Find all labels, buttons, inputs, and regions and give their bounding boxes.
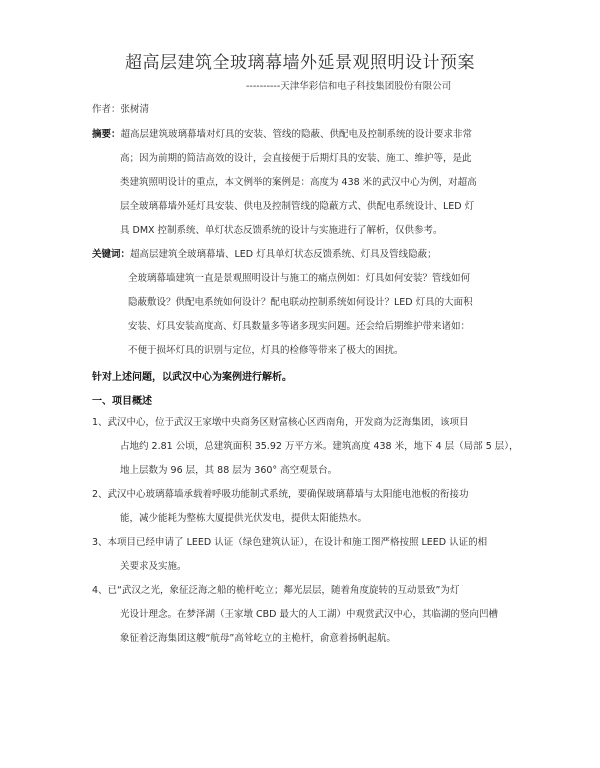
intro-line-2: 隐蔽敷设？供配电系统如何设计？配电联动控制系统如何设计？LED 灯具的大面积 [128, 297, 473, 308]
item-4-line-3: 象征着泛海集团这艘“航母”高耸屹立的主桅杆，俞意着扬帆起航。 [120, 633, 396, 644]
abstract-line-1 [92, 128, 472, 142]
abstract-text: 超高层建筑玻璃幕墙对灯具的安装、管线的隐蔽、供配电及控制系统的设计要求非常 [120, 129, 473, 140]
item-2-line-2: 能，减少能耗为整栋大厦提供光伏发电，提供太阳能热水。 [120, 513, 368, 524]
intro-line-4: 不便于损坏灯具的识别与定位，灯具的检修等带来了极大的困扰。 [128, 345, 404, 356]
abstract-label: 摘要： [92, 129, 121, 140]
abstract-line-2: 高；因为前期的简洁高效的设计，会直接便于后期灯具的安装、施工、维护等，是此 [120, 153, 472, 164]
item-4-line-2: 光设计理念。在梦泽湖（王家墩 CBD 最大的人工湖）中观赏武汉中心，其临湖的竖向凹槽 [120, 609, 499, 620]
abstract-line-4: 层全玻璃幕墙外延灯具安装、供电及控制管线的隐蔽方式、供配电系统设计、LED 灯 [120, 201, 475, 212]
item-2-line-1: 2、武汉中心玻璃幕墙承载着呼吸功能制式系统，要确保玻璃幕墙与太阳能电池板的衔接功 [92, 489, 469, 500]
author-line: 作者：张树清 [92, 104, 150, 115]
intro-line-1: 全玻璃幕墙建筑一直是景观照明设计与施工的痛点例如：灯具如何安装？管线如何 [128, 273, 471, 284]
item-1-line-3: 地上层数为 96 层，其 88 层为 360° 高空观景台。 [120, 465, 338, 476]
item-1-line-1: 1、武汉中心，位于武汉王家墩中央商务区财富核心区西南角，开发商为泛海集团，该项目 [92, 417, 469, 428]
keywords-text: 超高层建筑全玻璃幕墙、LED 灯具单灯状态反馈系统、灯具及管线隐蔽； [130, 249, 437, 260]
keywords-line [92, 248, 437, 262]
item-1-line-2: 占地约 2.81 公顷，总建筑面积 35.92 万平方米。建筑高度 438 米，地下 4 层（局部 5 层）， [120, 441, 519, 452]
item-3-line-2: 关要求及实施。 [120, 561, 187, 572]
document-subtitle: ----------天津华彩信和电子科技集团股份有限公司 [246, 81, 452, 92]
section-1-heading: 一、项目概述 [92, 396, 152, 407]
abstract-line-5: 具 DMX 控制系统、单灯状态反馈系统的设计与实施进行了解析，仅供参考。 [120, 225, 443, 236]
item-3-line-1: 3、本项目已经申请了 LEED 认证（绿色建筑认证），在设计和施工图严格按照 LEED 认证的相 [92, 537, 488, 548]
item-4-line-1: 4、已“武汉之光，象征泛海之船的桅杆屹立；鄰光层层，随着角度旋转的互动景致”为灯 [92, 585, 460, 596]
document-title: 超高层建筑全玻璃幕墙外延景观照明设计预案 [125, 53, 475, 73]
intro-line-3: 安装、灯具安装高度高、灯具数量多等诸多现实问题。还会给后期维护带来诸如： [128, 321, 471, 332]
abstract-line-3: 类建筑照明设计的重点，本文例举的案例是：高度为 438 米的武汉中心为例，对超高 [120, 177, 477, 188]
keywords-label: 关键词： [92, 249, 131, 260]
focus-statement: 针对上述问题，以武汉中心为案例进行解析。 [92, 372, 292, 383]
